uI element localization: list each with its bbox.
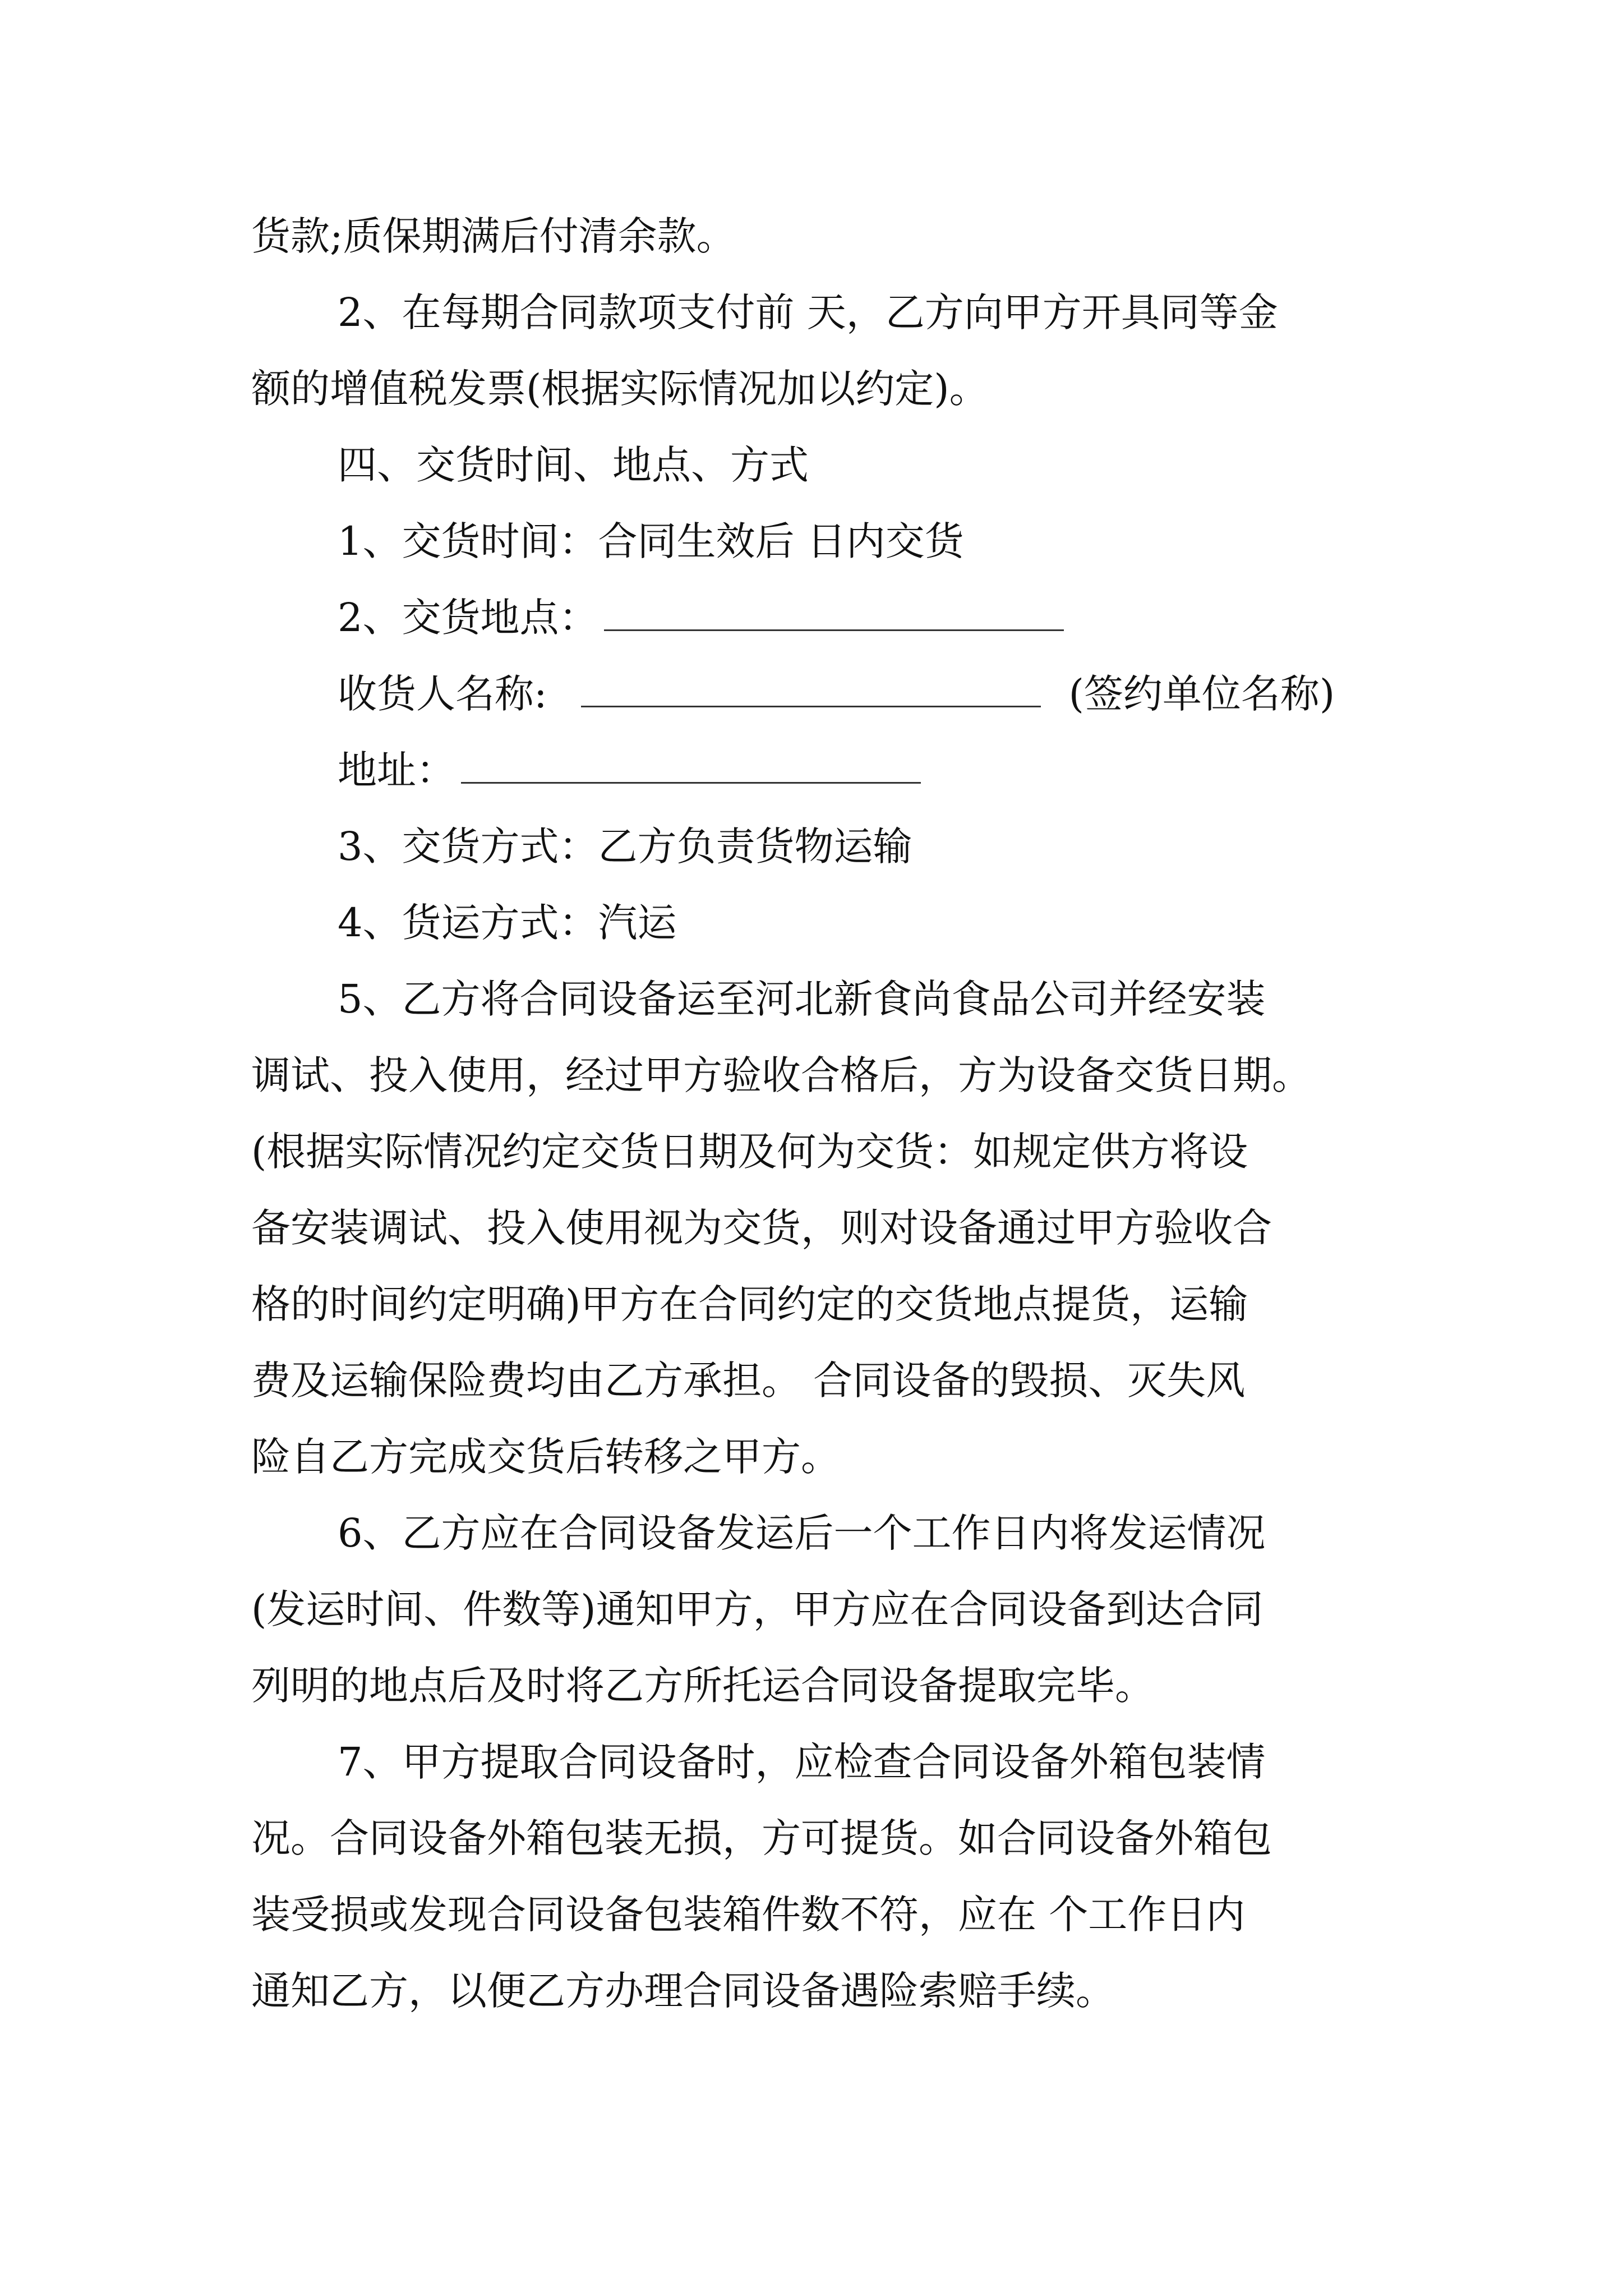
- paragraph-line: 费及运输保险费均由乙方承担。 合同设备的毁损、灭失风: [251, 1358, 1246, 1404]
- address-row: [338, 743, 1476, 797]
- paragraph-line: (根据实际情况约定交货日期及何为交货：如规定供方将设: [251, 1129, 1248, 1175]
- consignee-blank: [581, 674, 1041, 707]
- consignee-note: (签约单位名称): [1068, 671, 1335, 717]
- paragraph-line: (发运时间、件数等)通知甲方，甲方应在合同设备到达合同: [251, 1586, 1264, 1632]
- address-label: 地址：: [338, 747, 455, 793]
- delivery-place-row: [338, 591, 1476, 645]
- section-heading: 四、交货时间、地点、方式: [338, 442, 809, 488]
- paragraph-line: 列明的地点后及时将乙方所托运合同设备提取完毕。: [251, 1663, 1154, 1709]
- paragraph-line: 调试、投入使用，经过甲方验收合格后，方为设备交货日期。: [251, 1052, 1311, 1098]
- paragraph-line: 装受损或发现合同设备包装箱件数不符，应在 个工作日内: [251, 1892, 1246, 1938]
- paragraph-line: 况。合同设备外箱包装无损，方可提货。如合同设备外箱包: [251, 1815, 1272, 1861]
- paragraph-line: 格的时间约定明确)甲方在合同约定的交货地点提货，运输: [251, 1281, 1248, 1327]
- consignee-row: [338, 667, 1390, 721]
- address-blank: [461, 751, 921, 784]
- paragraph-line: 险自乙方完成交货后转移之甲方。: [251, 1434, 840, 1480]
- delivery-place-label: 2、交货地点：: [338, 595, 598, 641]
- paragraph-line: 通知乙方，以便乙方办理合同设备遇险索赔手续。: [251, 1968, 1115, 2014]
- consignee-label: 收货人名称:: [338, 671, 547, 717]
- paragraph-line: 6、乙方应在合同设备发运后一个工作日内将发运情况: [338, 1510, 1266, 1556]
- delivery-place-blank: [604, 598, 1064, 631]
- paragraph-line: 2、在每期合同款项支付前 天，乙方向甲方开具同等金: [338, 289, 1278, 335]
- paragraph-line: 4、货运方式：汽运: [338, 900, 677, 946]
- paragraph-line: 备安装调试、投入使用视为交货，则对设备通过甲方验收合: [251, 1205, 1272, 1251]
- paragraph-line: 额的增值税发票(根据实际情况加以约定)。: [251, 366, 989, 412]
- paragraph-line: 3、交货方式：乙方负责货物运输: [338, 823, 912, 869]
- paragraph-line: 1、交货时间：合同生效后 日内交货: [338, 518, 964, 564]
- paragraph-line: 货款;质保期满后付清余款。: [251, 213, 736, 259]
- paragraph-line: 7、甲方提取合同设备时，应检查合同设备外箱包装情: [338, 1739, 1266, 1785]
- paragraph-line: 5、乙方将合同设备运至河北新食尚食品公司并经安装: [338, 976, 1266, 1022]
